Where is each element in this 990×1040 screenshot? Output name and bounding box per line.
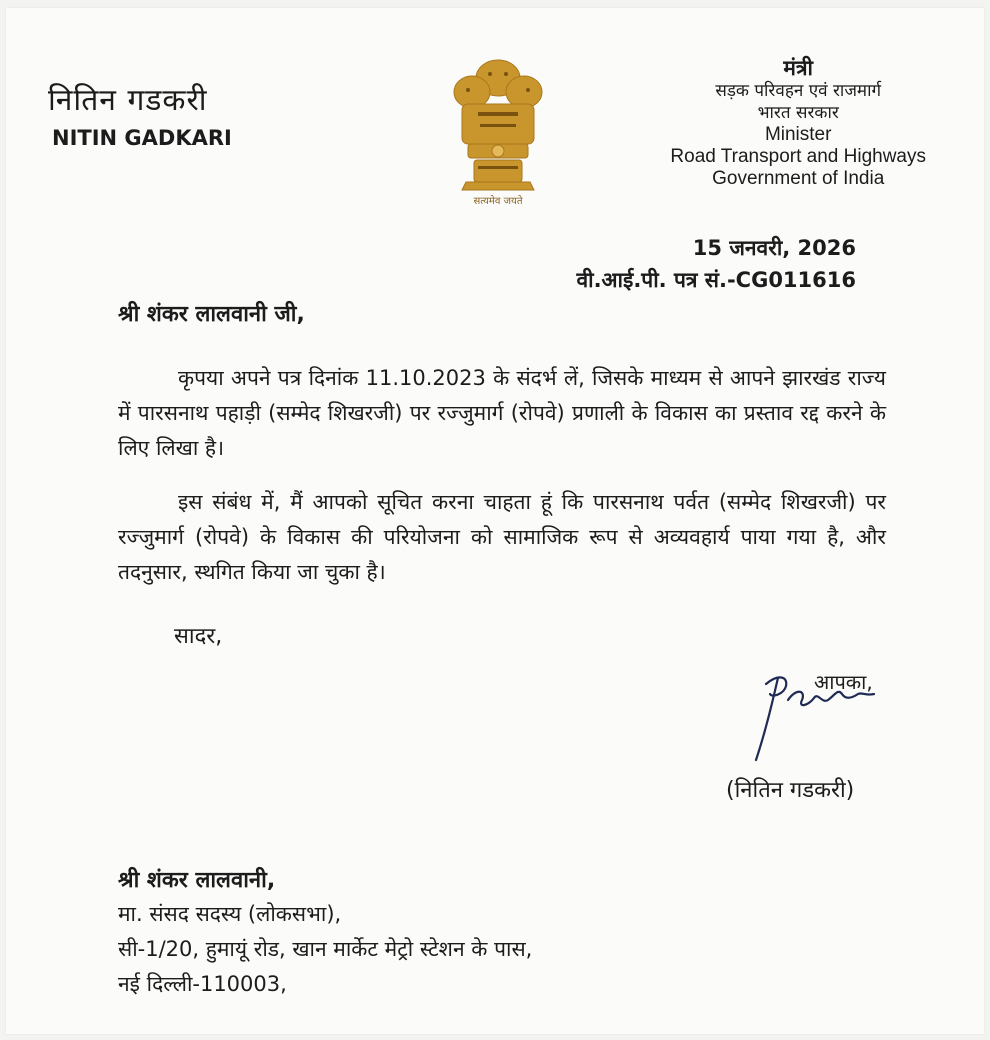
letter-page [6,8,984,1034]
national-emblem-icon [438,48,558,208]
designation-english: Minister [764,124,832,145]
designation-block [670,56,926,190]
ministry-english: Road Transport and Highways [670,146,926,167]
recipient-address-city: नई दिल्ली-110003, [118,972,287,996]
recipient-address-street: सी-1/20, हुमायूं रोड, खान मार्केट मेट्रो स्टेशन के पास, [118,937,533,961]
signatory-name: (नितिन गडकरी) [726,778,855,803]
yours-sincerely: आपका, [814,670,873,694]
ministry-hindi: सड़क परिवहन एवं राजमार्ग [715,81,882,101]
government-english: Government of India [712,168,885,189]
body-paragraph-2 [118,485,886,590]
emblem-motto: सत्यमेव जयते [473,196,523,207]
sender-name-hindi: नितिन गडकरी [48,83,208,118]
designation-hindi: मंत्री [783,56,813,80]
government-hindi: भारत सरकार [757,103,839,123]
letter-date: 15 जनवरी, 2026 [692,236,856,260]
salutation: श्री शंकर लालवानी जी, [118,302,305,327]
reference-number: वी.आई.पी. पत्र सं.-CG011616 [576,268,856,292]
paragraph-1-text: कृपया अपने पत्र दिनांक 11.10.2023 के संदर्भ लें, जिसके माध्यम से आपने झारखंड राज्य में पारसनाथ पहाड़ी (सम्मेद शिखरजी) पर रज्जुमार्ग (रोपवे) प्रणाली के विकास का प्रस्ताव रद्द करने के लिए लिखा है। [118,366,886,460]
closing-regards: सादर, [174,624,223,649]
recipient-name: श्री शंकर लालवानी, [118,868,276,893]
paragraph-2-text: इस संबंध में, मैं आपको सूचित करना चाहता हूं कि पारसनाथ पर्वत (सम्मेद शिखरजी) पर रज्जुमार्ग (रोपवे) के विकास की परियोजना को सामाजिक रूप से अव्यवहार्य पाया गया है, और तदनुसार, स्थगित किया जा चुका है। [118,490,886,584]
body-paragraph-1 [118,361,886,466]
recipient-designation: मा. संसद सदस्य (लोकसभा), [118,902,342,926]
sender-name-english: NITIN GADKARI [52,126,232,150]
